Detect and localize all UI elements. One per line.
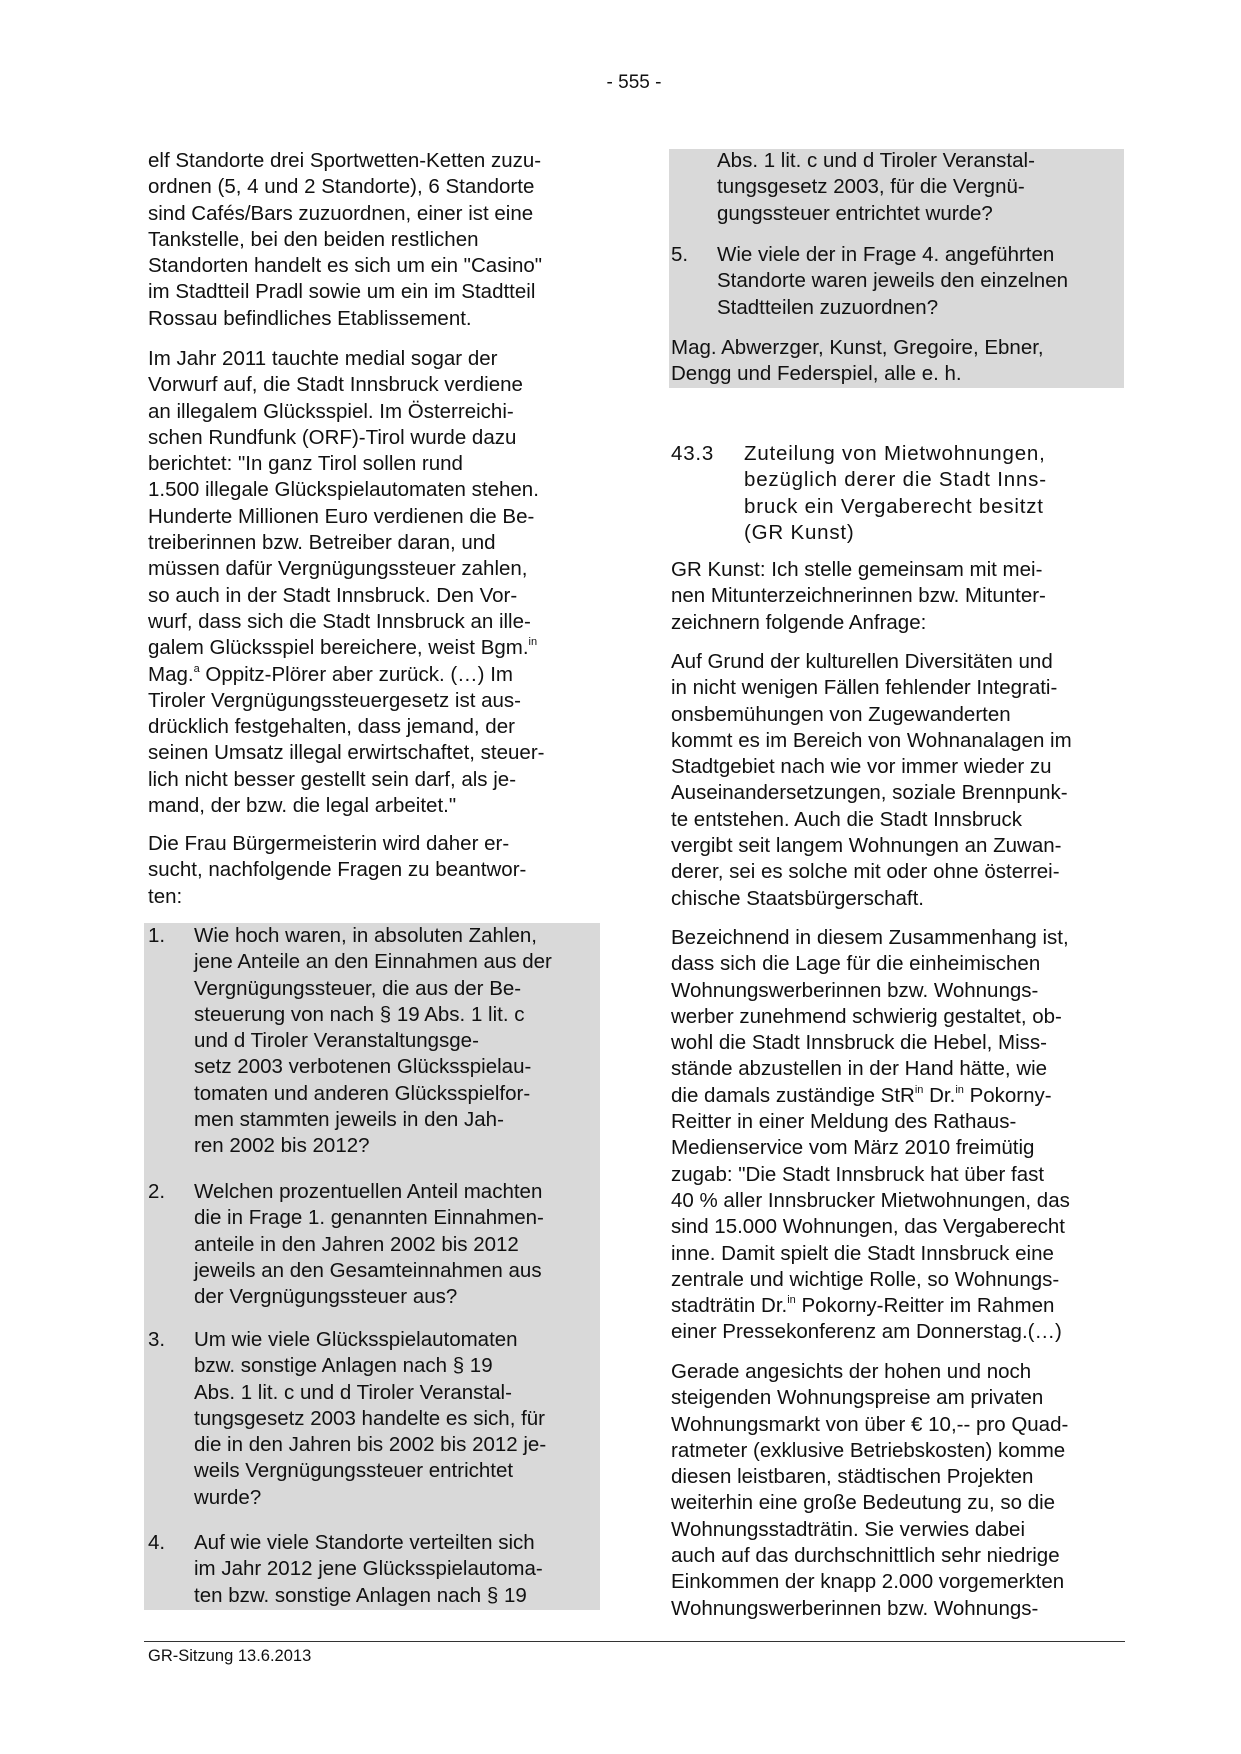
text-line: jeweils an den Gesamteinnahmen aus <box>194 1258 542 1282</box>
text-line: an illegalem Glücksspiel. Im Österreichi- <box>148 399 514 423</box>
text-line: anteile in den Jahren 2002 bis 2012 <box>194 1232 519 1256</box>
text-line: Auseinandersetzungen, soziale Brennpunk- <box>671 781 1068 805</box>
text-segment: Pokorny-Reitter im Rahmen <box>795 1294 1055 1318</box>
text-line: chische Staatsbürgerschaft. <box>671 886 924 910</box>
text-line: zugab: "Die Stadt Innsbruck hat über fast <box>671 1162 1045 1186</box>
superscript: a <box>193 662 200 675</box>
paragraph <box>148 831 526 910</box>
text-line: Abs. 1 lit. c und d Tiroler Veranstal- <box>194 1380 512 1404</box>
paragraph <box>671 925 1070 1346</box>
text-line: einer Pressekonferenz am Donnerstag.(…) <box>671 1320 1062 1344</box>
superscript: in <box>955 1083 964 1096</box>
text-line: te entstehen. Auch die Stadt Innsbruck <box>671 807 1023 831</box>
text-segment: Dr. <box>923 1083 956 1107</box>
superscript: in <box>528 636 538 649</box>
page-number: - 555 - <box>606 72 662 93</box>
text-line: Abs. 1 lit. c und d Tiroler Veranstal- <box>717 149 1035 172</box>
text-line: Welchen prozentuellen Anteil machten <box>194 1180 543 1203</box>
text-line: Stadtteilen zuzuordnen? <box>717 295 939 319</box>
section-title <box>744 441 1047 546</box>
question-text <box>194 923 552 1160</box>
text-line: die in Frage 1. genannten Einnahmen- <box>194 1206 544 1230</box>
paragraph <box>148 346 545 819</box>
question-continued <box>717 148 1035 227</box>
text-line: Auf Grund der kulturellen Diversitäten und <box>671 650 1053 673</box>
text-line: sind 15.000 Wohnungen, das Vergaberecht <box>671 1215 1065 1239</box>
text-line: Hunderte Millionen Euro verdienen die Be- <box>148 504 535 528</box>
text-segment: Oppitz-Plörer aber zurück. (…) Im <box>199 662 513 686</box>
text-line: weils Vergnügungssteuer entrichtet <box>194 1459 514 1483</box>
text-line: Gerade angesichts der hohen und noch <box>671 1360 1032 1383</box>
text-line: Wohnungswerberinnen bzw. Wohnungs- <box>671 1596 1039 1620</box>
question-text <box>194 1179 544 1310</box>
text-line: Im Jahr 2011 tauchte medial sogar der <box>148 347 498 370</box>
text-line: wurf, dass sich die Stadt Innsbruck an ille- <box>148 609 531 633</box>
question-number: 2. <box>148 1180 166 1203</box>
text-line: wurde? <box>194 1485 262 1509</box>
signatories <box>671 335 1044 388</box>
paragraph <box>148 148 542 332</box>
text-line: Reitter in einer Meldung des Rathaus- <box>671 1110 1017 1134</box>
text-line: Einkommen der knapp 2.000 vorgemerkten <box>671 1570 1065 1594</box>
text-line: lich nicht besser gestellt sein darf, als je- <box>148 767 517 791</box>
text-line: kommt es im Bereich von Wohnanalagen im <box>671 728 1072 752</box>
text-line: im Jahr 2012 jene Glücksspielautoma- <box>194 1557 543 1581</box>
text-line: derer, sei es solche mit oder ohne österrei- <box>671 860 1060 884</box>
footer-text: GR-Sitzung 13.6.2013 <box>148 1647 312 1665</box>
text-line: diesen leistbaren, städtischen Projekten <box>671 1465 1034 1489</box>
text-line: auch auf das durchschnittlich sehr niedrige <box>671 1544 1060 1568</box>
text-line: Tiroler Vergnügungssteuergesetz ist aus- <box>148 688 521 712</box>
text-line: Auf wie viele Standorte verteilten sich <box>194 1531 535 1554</box>
text-line: müssen dafür Vergnügungssteuer zahlen, <box>148 557 528 581</box>
text-line: tungsgesetz 2003, für die Vergnü- <box>717 175 1025 199</box>
text-line: ten: <box>148 884 183 908</box>
text-line: gungssteuer entrichtet wurde? <box>717 201 993 225</box>
text-line: onsbemühungen von Zugewanderten <box>671 702 1011 726</box>
text-segment: die damals zuständige StR <box>671 1083 915 1107</box>
text-line: Wie viele der in Frage 4. angeführten <box>717 243 1055 266</box>
text-line: dass sich die Lage für die einheimischen <box>671 952 1041 976</box>
text-segment: Pokorny- <box>963 1083 1052 1107</box>
text-line: Wie hoch waren, in absoluten Zahlen, <box>194 924 538 947</box>
text-line: berichtet: "In ganz Tirol sollen rund <box>148 452 463 476</box>
text-line: in nicht wenigen Fällen fehlender Integrati- <box>671 676 1058 700</box>
text-line: treiberinnen bzw. Betreiber daran, und <box>148 531 496 555</box>
text-line: 40 % aller Innsbrucker Mietwohnungen, das <box>671 1188 1070 1212</box>
text-line: Wohnungsmarkt von über € 10,-- pro Quad- <box>671 1412 1069 1436</box>
text-line: men stammten jeweils in den Jah- <box>194 1108 504 1132</box>
text-line: ten bzw. sonstige Anlagen nach § 19 <box>194 1583 527 1607</box>
text-line: setz 2003 verbotenen Glücksspielau- <box>194 1055 532 1079</box>
text-line: so auch in der Stadt Innsbruck. Den Vor- <box>148 583 518 607</box>
text-line <box>148 662 545 688</box>
text-line: mand, der bzw. die legal arbeitet." <box>148 794 457 818</box>
text-line: (GR Kunst) <box>744 520 855 544</box>
text-line: vergibt seit langem Wohnungen an Zuwan- <box>671 834 1062 858</box>
text-line: bezüglich derer die Stadt Inns- <box>744 468 1047 492</box>
text-segment: Mag. <box>148 662 194 686</box>
text-line: und d Tiroler Veranstaltungsge- <box>194 1029 479 1053</box>
text-line: tomaten und anderen Glücksspielfor- <box>194 1081 531 1105</box>
text-line: Vorwurf auf, die Stadt Innsbruck verdiene <box>148 373 523 397</box>
text-line: der Vergnügungssteuer aus? <box>194 1285 458 1309</box>
text-line: Medienservice vom März 2010 freimütig <box>671 1136 1035 1160</box>
text-line: Standorte waren jeweils den einzelnen <box>717 269 1069 293</box>
text-line: drücklich festgehalten, dass jemand, der <box>148 715 515 739</box>
text-line: weiterhin eine große Bedeutung zu, so die <box>671 1491 1056 1515</box>
text-line: die in den Jahren bis 2002 bis 2012 je- <box>194 1433 547 1457</box>
text-line: im Stadtteil Pradl sowie um ein im Stadtteil <box>148 280 536 304</box>
text-line: ordnen (5, 4 und 2 Standorte), 6 Standorte <box>148 175 535 199</box>
superscript: in <box>914 1083 924 1096</box>
question-number: 4. <box>148 1531 166 1554</box>
text-line: Wohnungswerberinnen bzw. Wohnungs- <box>671 978 1039 1002</box>
text-line: schen Rundfunk (ORF)-Tirol wurde dazu <box>148 425 517 449</box>
question-number: 3. <box>148 1328 166 1351</box>
text-line: Standorten handelt es sich um ein "Casino" <box>148 254 543 278</box>
text-line <box>671 1293 1070 1319</box>
text-line: 1.500 illegale Glückspielautomaten stehen. <box>148 478 539 502</box>
text-line: werber zunehmend schwierig gestaltet, ob- <box>671 1004 1062 1028</box>
text-line: Mag. Abwerzger, Kunst, Gregoire, Ebner, <box>671 336 1044 359</box>
text-line: bzw. sonstige Anlagen nach § 19 <box>194 1354 493 1378</box>
text-line: steuerung von nach § 19 Abs. 1 lit. c <box>194 1002 525 1026</box>
text-line: ren 2002 bis 2012? <box>194 1134 370 1158</box>
text-line: Stadtgebiet nach wie vor immer wieder zu <box>671 755 1052 779</box>
text-line: Vergnügungssteuer, die aus der Be- <box>194 976 522 1000</box>
text-line: Rossau befindliches Etablissement. <box>148 306 472 330</box>
question-number: 5. <box>671 243 689 266</box>
text-line: sucht, nachfolgende Fragen zu beantwor- <box>148 858 527 882</box>
question-text <box>194 1530 543 1609</box>
text-line: Wohnungsstadträtin. Sie verwies dabei <box>671 1517 1026 1541</box>
footer-divider <box>144 1641 1125 1642</box>
paragraph <box>671 1359 1068 1622</box>
text-line: Zuteilung von Mietwohnungen, <box>744 442 1046 465</box>
text-line: steigenden Wohnungspreise am privaten <box>671 1386 1044 1410</box>
question-text <box>717 242 1068 321</box>
text-line: inne. Damit spielt die Stadt Innsbruck eine <box>671 1241 1054 1265</box>
text-line: stände abzustellen in der Hand hätte, wie <box>671 1057 1048 1081</box>
paragraph <box>671 557 1046 636</box>
text-line: tungsgesetz 2003 handelte es sich, für <box>194 1406 546 1430</box>
text-line: wohl die Stadt Innsbruck die Hebel, Miss- <box>671 1031 1048 1055</box>
text-line: Dengg und Federspiel, alle e. h. <box>671 362 962 386</box>
text-line: zeichnern folgende Anfrage: <box>671 610 927 634</box>
text-line: GR Kunst: Ich stelle gemeinsam mit mei- <box>671 558 1043 581</box>
paragraph <box>671 649 1072 912</box>
text-line: Bezeichnend in diesem Zusammenhang ist, <box>671 926 1069 949</box>
text-line: jene Anteile an den Einnahmen aus der <box>194 950 552 974</box>
text-line: seinen Umsatz illegal erwirtschaftet, steuer- <box>148 741 545 765</box>
section-number: 43.3 <box>671 442 715 465</box>
text-line: sind Cafés/Bars zuzuordnen, einer ist eine <box>148 201 534 225</box>
text-line <box>671 1083 1070 1109</box>
text-line: Tankstelle, bei den beiden restlichen <box>148 227 479 251</box>
text-segment: galem Glücksspiel bereichere, weist Bgm. <box>148 636 529 660</box>
text-line: nen Mitunterzeichnerinnen bzw. Mitunter- <box>671 584 1046 608</box>
text-line: Die Frau Bürgermeisterin wird daher er- <box>148 832 510 855</box>
superscript: in <box>787 1294 796 1307</box>
text-line <box>148 635 545 661</box>
text-line: elf Standorte drei Sportwetten-Ketten zuzu- <box>148 149 542 172</box>
text-line: ratmeter (exklusive Betriebskosten) komme <box>671 1438 1066 1462</box>
text-segment: stadträtin Dr. <box>671 1294 788 1318</box>
text-line: Um wie viele Glücksspielautomaten <box>194 1328 518 1351</box>
text-line: zentrale und wichtige Rolle, so Wohnungs- <box>671 1267 1060 1291</box>
text-line: bruck ein Vergaberecht besitzt <box>744 494 1044 518</box>
question-number: 1. <box>148 924 166 947</box>
question-text <box>194 1327 546 1511</box>
